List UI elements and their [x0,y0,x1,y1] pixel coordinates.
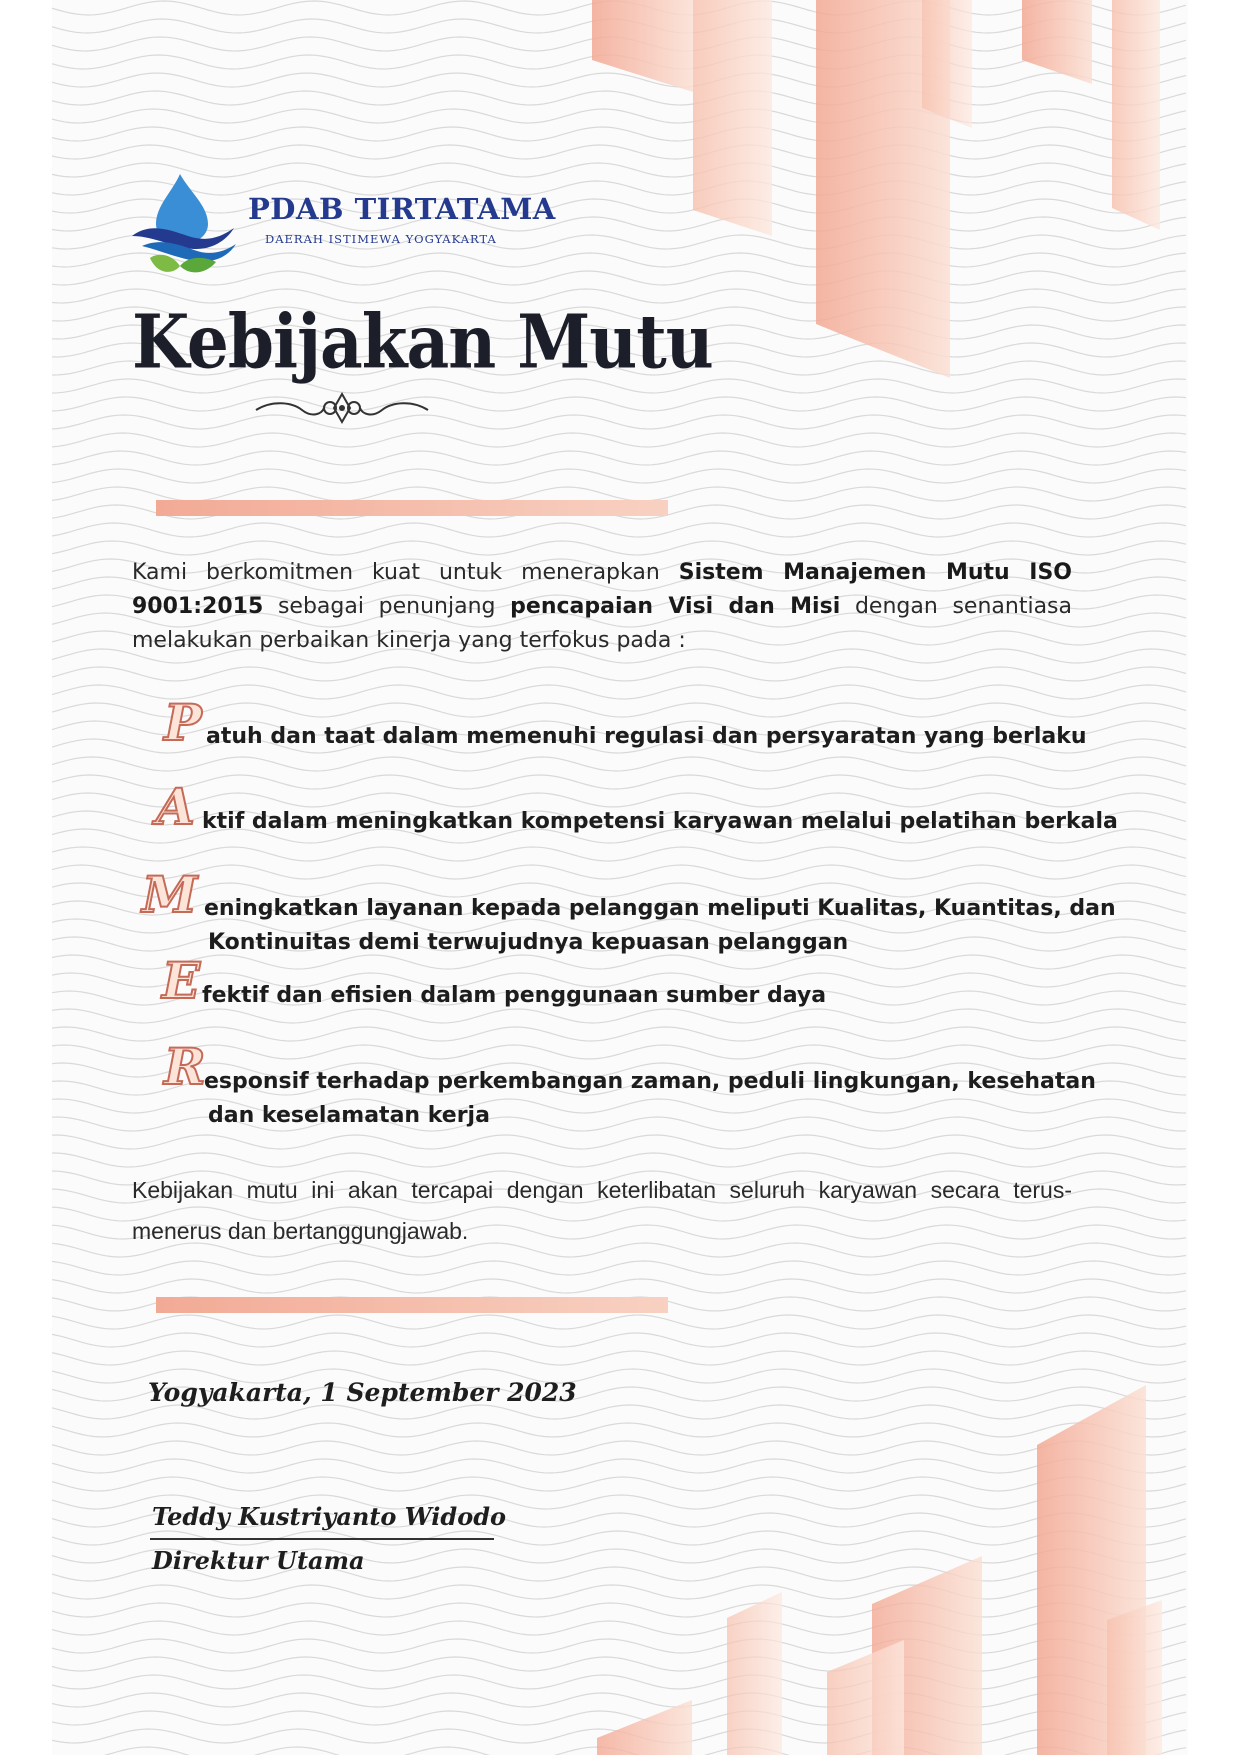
intro-bold-1: Sistem Manajemen Mutu ISO 9001:2015 [132,560,1073,619]
initial-letter-m: M [142,865,198,924]
intro-text-2: sebagai penunjang [263,594,511,619]
ornament-flourish-icon [252,388,432,428]
divider-bar-bottom [156,1297,668,1313]
divider-bar-top [156,500,668,516]
intro-text-1: Kami berkomitmen kuat untuk menerapkan [132,560,679,585]
policy-item-p: atuh dan taat dalam memenuhi regulasi dan persyaratan yang berlaku [206,724,1087,749]
page-title: Kebijakan Mutu [132,298,713,386]
date-place: Yogyakarta, 1 September 2023 [148,1378,577,1407]
closing-paragraph: Kebijakan mutu ini akan tercapai dengan keterlibatan seluruh karyawan secara terus-menerus dan bertanggungjawab. [132,1177,1072,1244]
policy-item-m-line1: eningkatkan layanan kepada pelanggan meliputi Kualitas, Kuantitas, dan [204,896,1116,921]
initial-letter-r: R [164,1037,206,1096]
signature-line [150,1538,494,1540]
signatory-position: Direktur Utama [152,1546,365,1575]
intro-paragraph [132,556,1072,658]
policy-item-e: fektif dan efisien dalam penggunaan sumber daya [202,983,827,1008]
initial-letter-a: A [156,777,195,836]
policy-item-r-line2: dan keselamatan kerja [208,1103,490,1128]
brand-name: PDAB TIRTATAMA [248,192,556,226]
document-page [52,0,1188,1755]
intro-text-3: dengan senantiasa melakukan perbaikan kinerja yang terfokus pada : [132,594,1072,653]
brand-subtitle: DAERAH ISTIMEWA YOGYAKARTA [265,232,497,246]
policy-item-r-line1: esponsif terhadap perkembangan zaman, peduli lingkungan, kesehatan [204,1069,1096,1094]
intro-bold-2: pencapaian Visi dan Misi [510,594,841,619]
initial-letter-e: E [162,951,201,1010]
policy-item-m-line2: Kontinuitas demi terwujudnya kepuasan pelanggan [208,930,849,955]
initial-letter-p: P [164,693,202,752]
signatory-name: Teddy Kustriyanto Widodo [152,1502,506,1531]
pdab-logo-icon [128,172,240,278]
policy-item-a: ktif dalam meningkatkan kompetensi karyawan melalui pelatihan berkala [202,809,1118,834]
